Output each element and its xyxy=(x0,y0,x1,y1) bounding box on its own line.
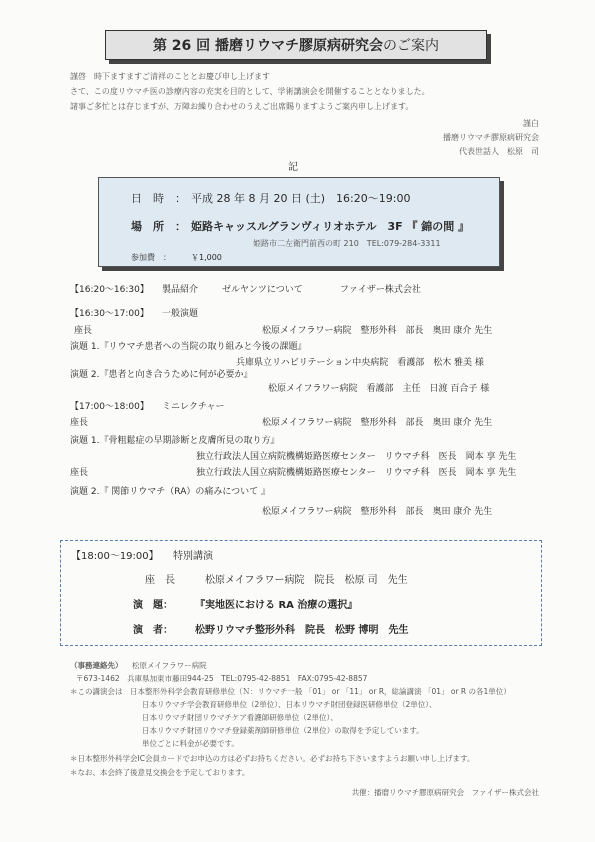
special-time: 【18:00～19:00】 xyxy=(71,551,159,562)
place-value: 姫路キャッスルグランヴィリオホテル 3F 『 錦の間 』 xyxy=(191,220,470,233)
s3-speaker-2: 松原メイフラワー病院 整形外科 部長 奥田 康介 先生 xyxy=(262,507,493,517)
s3-topic-2: 演題 2.『 関節リウマチ（RA）の痛みについて 』 xyxy=(70,487,271,497)
credit-line-1: ＊この講演会は 日本整形外科学会教育研修単位（Ｎ：リウマチ一般 「01」 or 「11」 or R，総論講演 「01」 or R の各1単位） xyxy=(70,687,511,696)
s1-company: ファイザー株式会社 xyxy=(340,285,421,295)
credit-line-4: 日本リウマチ財団リウマチ登録薬剤師研修単位（2単位）の取得を予定しています。 xyxy=(142,726,424,735)
s3-title: ミニレクチャー xyxy=(162,402,225,412)
s2-topic-1: 演題 1.『リウマチ患者への当院の取り組みと今後の課題』 xyxy=(70,342,307,352)
cosponsor: 共催：播磨リウマチ膠原病研究会 ファイザー株式会社 xyxy=(351,788,539,797)
note-line-2: ＊なお、本会終了後意見交換会を予定しております。 xyxy=(70,768,250,777)
intro-line-2: さて、この度リウマチ医の診療内容の充実を目的として、学術講演会を開催することとなりました。 xyxy=(70,87,430,96)
s3-time: 【17:00～18:00】 xyxy=(70,402,149,412)
s2-chair-label: 座長 xyxy=(74,326,93,336)
fee-label: 参加費 ： xyxy=(131,253,171,262)
s2-time: 【16:30～17:00】 xyxy=(70,309,149,319)
fee-value: ￥1,000 xyxy=(191,253,222,262)
credit-line-5: 単位ごとに料金が必要です。 xyxy=(142,739,239,748)
special-speaker: 松野リウマチ整形外科 院長 松野 博明 先生 xyxy=(195,625,409,636)
s3-chair-1-label: 座長 xyxy=(70,418,89,428)
s3-chair-2: 独立行政法人国立病院機構姫路医療センター リウマチ科 医長 岡本 享 先生 xyxy=(196,468,517,478)
s2-speaker-2: 松原メイフラワー病院 看護部 主任 日渡 百合子 様 xyxy=(268,384,490,394)
datetime-value: 平成 28 年 8 月 20 日 (土) 16:20～19:00 xyxy=(191,192,411,205)
intro-line-3: 諸事ご多忙とは存じますが、万障お繰り合わせのうえご出席賜りますようご案内申し上げます。 xyxy=(70,102,414,111)
special-topic-label: 演 題： xyxy=(133,600,173,611)
intro-line-1: 謹啓 時下ますますご清祥のこととお慶び申し上げます xyxy=(70,72,270,81)
representative: 代表世話人 松原 司 xyxy=(459,147,539,156)
s3-chair-1: 松原メイフラワー病院 整形外科 部長 奥田 康介 先生 xyxy=(262,418,493,428)
note-line-1: ＊日本整形外科学会IC会員カードでお申込の方は必ずお持ちください。必ずお持ち下さいますようお願い申し上げます。 xyxy=(70,754,475,763)
title-main: 第 26 回 播磨リウマチ膠原病研究会 xyxy=(152,38,384,54)
s2-topic-2: 演題 2.『患者と向き合うために何が必要か』 xyxy=(70,370,253,380)
page-title xyxy=(105,30,487,60)
credit-line-3: 日本リウマチ財団リウマチケア看護師研修単位（2単位）、 xyxy=(142,713,338,722)
special-title: 特別講演 xyxy=(173,551,213,562)
s1-title: 製品紹介 xyxy=(162,285,199,295)
venue-address: 姫路市二左衛門前西の町 210 TEL:079-284-3311 xyxy=(253,239,441,248)
special-chair-label: 座 長 xyxy=(145,575,175,586)
ki-heading: 記 xyxy=(288,162,298,173)
s2-speaker-1: 兵庫県立リハビリテーション中央病院 看護部 松木 雅美 様 xyxy=(236,358,484,368)
contact-address: 〒673-1462 兵庫県加東市藤田944-25 TEL:0795-42-8851 FAX:0795-42-8857 xyxy=(76,674,368,683)
credit-line-2: 日本リウマチ学会教育研修単位（2単位）、日本リウマチ財団登録医研修単位（2単位）、 xyxy=(142,700,437,709)
title-suffix: のご案内 xyxy=(383,38,440,54)
venue-box xyxy=(98,177,500,267)
s3-chair-2-label: 座長 xyxy=(70,468,89,478)
s2-chair: 松原メイフラワー病院 整形外科 部長 奥田 康介 先生 xyxy=(262,326,493,336)
datetime-label: 日 時 ： xyxy=(131,192,186,205)
s1-detail: ゼルヤンツについて xyxy=(222,285,303,295)
special-chair: 松原メイフラワー病院 院長 松原 司 先生 xyxy=(205,575,408,586)
s2-title: 一般演題 xyxy=(162,309,199,319)
special-speaker-label: 演 者： xyxy=(133,625,173,636)
special-topic: 『実地医における RA 治療の選択』 xyxy=(195,600,358,611)
special-lecture-box xyxy=(60,540,542,646)
s3-topic-1: 演題 1.『骨粗鬆症の早期診断と皮膚所見の取り方』 xyxy=(70,436,280,446)
s1-time: 【16:20～16:30】 xyxy=(70,285,149,295)
contact-org: 松原メイフラワー病院 xyxy=(132,661,207,670)
contact-label: （事務連絡先） xyxy=(70,661,123,670)
s3-speaker-1: 独立行政法人国立病院機構姫路医療センター リウマチ科 医長 岡本 享 先生 xyxy=(196,452,517,462)
place-label: 場 所 ： xyxy=(131,220,186,233)
closing-word: 謹白 xyxy=(523,119,539,128)
organizer-name: 播磨リウマチ膠原病研究会 xyxy=(443,133,539,142)
